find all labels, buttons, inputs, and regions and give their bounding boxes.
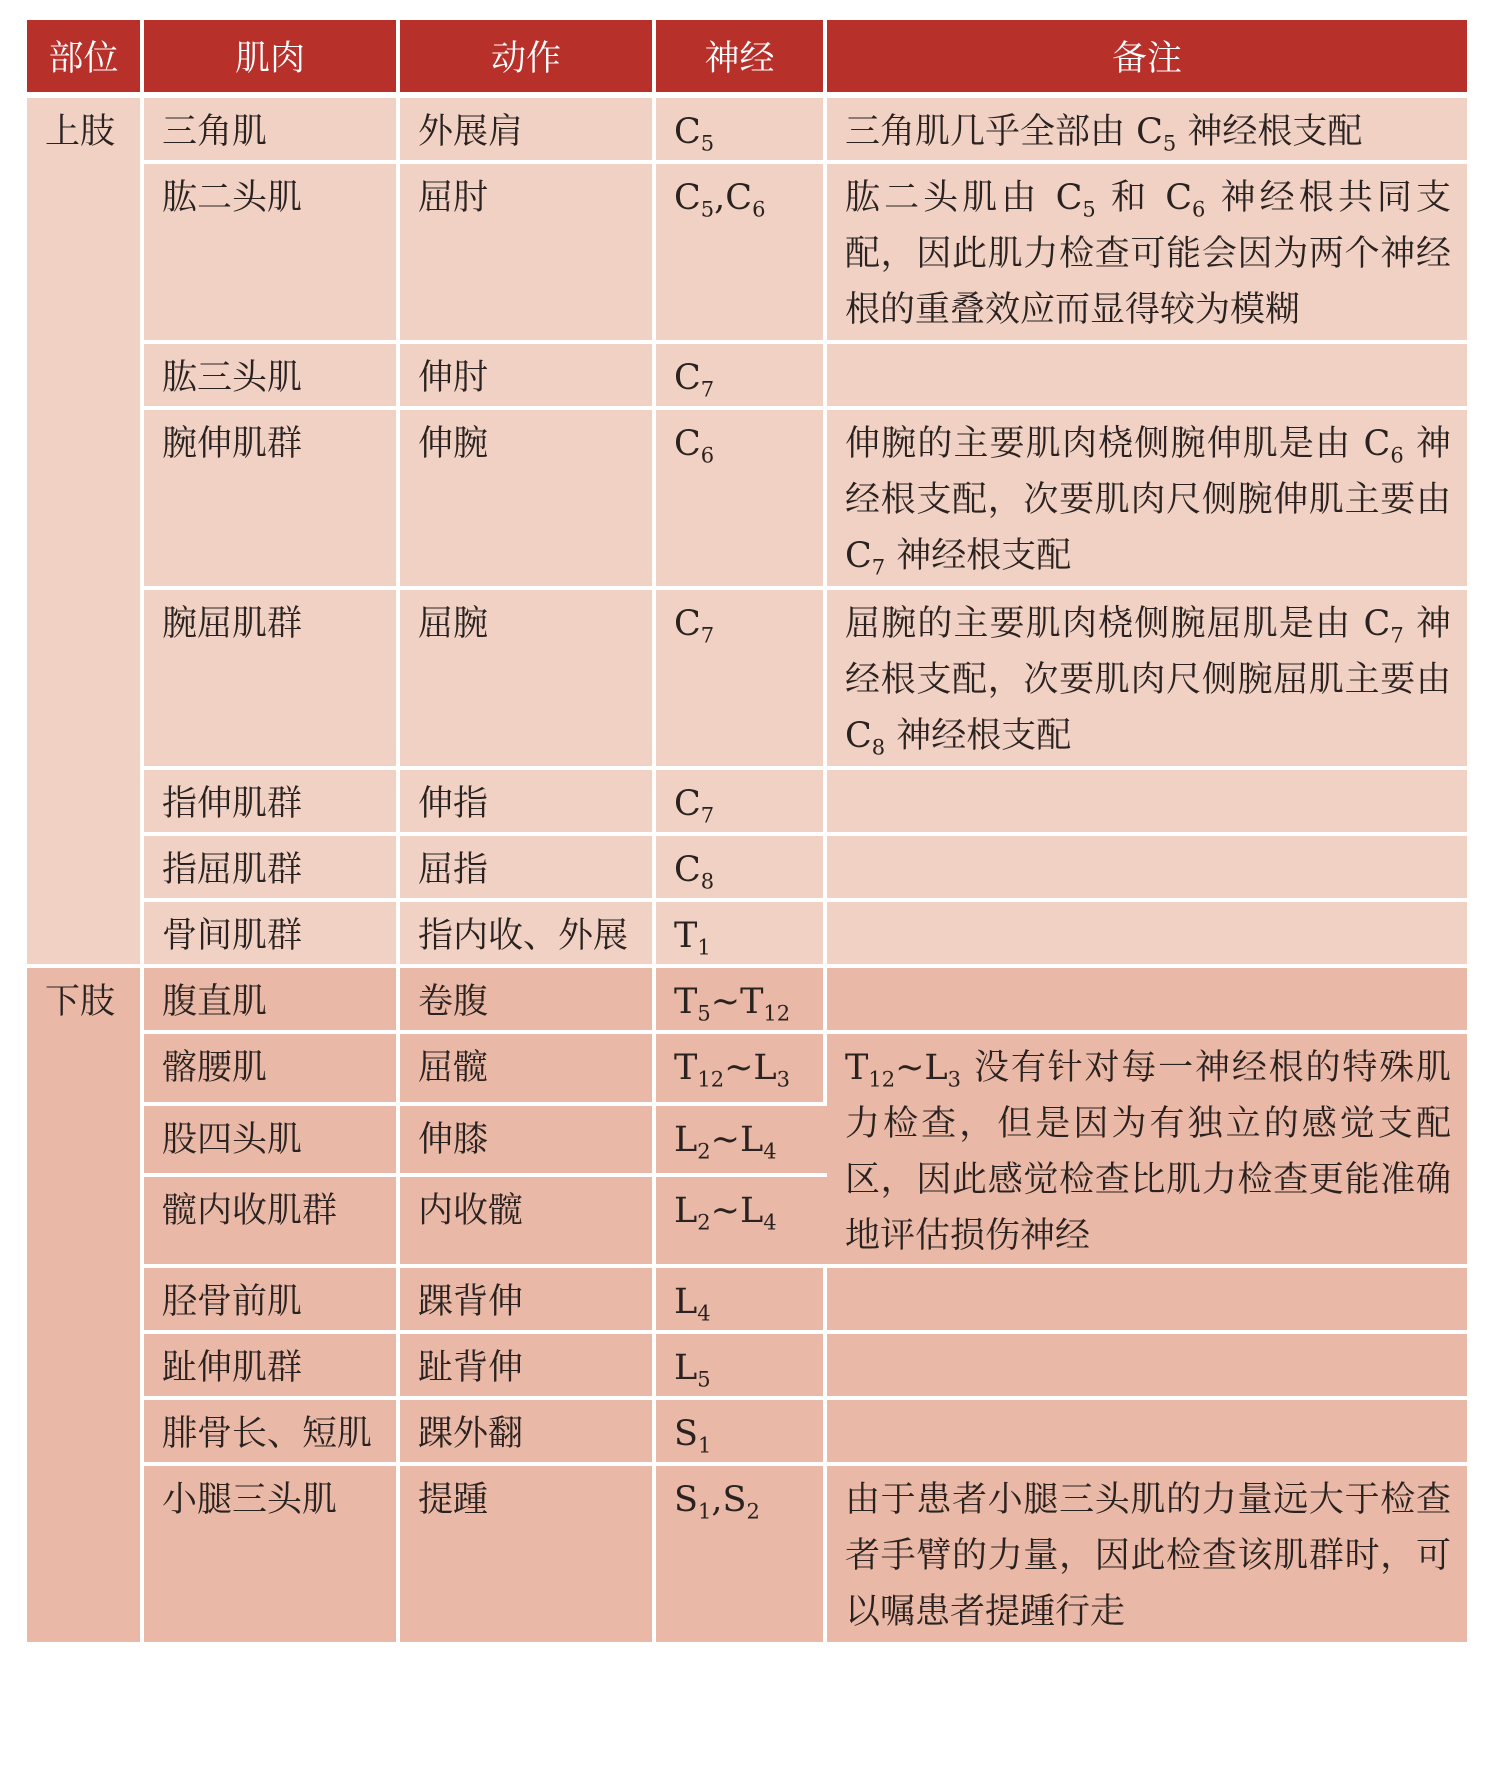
header-region: 部位 xyxy=(27,20,144,98)
note-cell: 伸腕的主要肌肉桡侧腕伸肌是由 $C_6$ 神经根支配，次要肌肉尺侧腕伸肌主要由 $C_7$ 神经根支配 xyxy=(827,410,1467,590)
action-cell: 伸腕 xyxy=(400,410,656,590)
table-row xyxy=(27,98,1467,164)
note-cell xyxy=(827,968,1467,1034)
muscle-cell: 肱三头肌 xyxy=(144,344,400,410)
note-cell xyxy=(827,1400,1467,1466)
note-cell: $T_{12}\sim L_3$ 没有针对每一神经根的特殊肌力检查，但是因为有独立的感觉支配区，因此感觉检查比肌力检查更能准确地评估损伤神经 xyxy=(827,1034,1467,1268)
table-row xyxy=(27,344,1467,410)
table-row xyxy=(27,1034,1467,1106)
action-cell: 踝背伸 xyxy=(400,1268,656,1334)
muscle-cell: 髂腰肌 xyxy=(144,1034,400,1106)
nerve-cell: $C_5,C_6$ xyxy=(656,164,827,344)
nerve-cell: $T_5\sim T_{12}$ xyxy=(656,968,827,1034)
action-cell: 卷腹 xyxy=(400,968,656,1034)
table-row xyxy=(27,1268,1467,1334)
note-cell xyxy=(827,836,1467,902)
action-cell: 屈腕 xyxy=(400,590,656,770)
table-row xyxy=(27,164,1467,344)
action-cell: 踝外翻 xyxy=(400,1400,656,1466)
muscle-cell: 骨间肌群 xyxy=(144,902,400,968)
table-row xyxy=(27,1400,1467,1466)
note-cell xyxy=(827,1268,1467,1334)
note-cell xyxy=(827,770,1467,836)
note-cell xyxy=(827,344,1467,410)
muscle-cell: 肱二头肌 xyxy=(144,164,400,344)
nerve-cell: $L_4$ xyxy=(656,1268,827,1334)
header-row xyxy=(27,20,1467,98)
nerve-cell: $C_7$ xyxy=(656,770,827,836)
note-cell: 肱二头肌由 $C_5$ 和 $C_6$ 神经根共同支配，因此肌力检查可能会因为两个神经根的重叠效应而显得较为模糊 xyxy=(827,164,1467,344)
nerve-cell: $C_6$ xyxy=(656,410,827,590)
header-note: 备注 xyxy=(827,20,1467,98)
nerve-muscle-table xyxy=(27,20,1467,1646)
muscle-cell: 小腿三头肌 xyxy=(144,1466,400,1646)
action-cell: 伸肘 xyxy=(400,344,656,410)
nerve-cell: $L_5$ xyxy=(656,1334,827,1400)
table-row xyxy=(27,590,1467,770)
note-cell: 屈腕的主要肌肉桡侧腕屈肌是由 $C_7$ 神经根支配，次要肌肉尺侧腕屈肌主要由 $C_8$ 神经根支配 xyxy=(827,590,1467,770)
muscle-cell: 腕屈肌群 xyxy=(144,590,400,770)
nerve-cell: $C_5$ xyxy=(656,98,827,164)
action-cell: 伸膝 xyxy=(400,1106,656,1178)
action-cell: 趾背伸 xyxy=(400,1334,656,1400)
nerve-cell: $S_1$ xyxy=(656,1400,827,1466)
action-cell: 提踵 xyxy=(400,1466,656,1646)
table-row xyxy=(27,836,1467,902)
header-muscle: 肌肉 xyxy=(144,20,400,98)
nerve-cell: $L_2\sim L_4$ xyxy=(656,1106,827,1178)
nerve-cell: $T_1$ xyxy=(656,902,827,968)
header-nerve: 神经 xyxy=(656,20,827,98)
table-row xyxy=(27,1334,1467,1400)
muscle-cell: 胫骨前肌 xyxy=(144,1268,400,1334)
table-row xyxy=(27,410,1467,590)
action-cell: 屈肘 xyxy=(400,164,656,344)
nerve-cell: $T_{12}\sim L_3$ xyxy=(656,1034,827,1106)
table-row xyxy=(27,968,1467,1034)
table-row xyxy=(27,1466,1467,1646)
table-row xyxy=(27,902,1467,968)
region-lower: 下肢 xyxy=(27,968,144,1646)
action-cell: 屈髋 xyxy=(400,1034,656,1106)
muscle-cell: 三角肌 xyxy=(144,98,400,164)
muscle-cell: 髋内收肌群 xyxy=(144,1177,400,1268)
nerve-cell: $C_8$ xyxy=(656,836,827,902)
note-cell: 由于患者小腿三头肌的力量远大于检查者手臂的力量，因此检查该肌群时，可以嘱患者提踵行走 xyxy=(827,1466,1467,1646)
note-cell: 三角肌几乎全部由 $C_5$ 神经根支配 xyxy=(827,98,1467,164)
action-cell: 屈指 xyxy=(400,836,656,902)
action-cell: 伸指 xyxy=(400,770,656,836)
muscle-cell: 指屈肌群 xyxy=(144,836,400,902)
muscle-cell: 趾伸肌群 xyxy=(144,1334,400,1400)
action-cell: 内收髋 xyxy=(400,1177,656,1268)
muscle-cell: 腓骨长、短肌 xyxy=(144,1400,400,1466)
muscle-cell: 股四头肌 xyxy=(144,1106,400,1178)
note-cell xyxy=(827,902,1467,968)
nerve-cell: $S_1,S_2$ xyxy=(656,1466,827,1646)
nerve-cell: $C_7$ xyxy=(656,344,827,410)
action-cell: 指内收、外展 xyxy=(400,902,656,968)
nerve-cell: $L_2\sim L_4$ xyxy=(656,1177,827,1268)
region-upper: 上肢 xyxy=(27,98,144,968)
header-action: 动作 xyxy=(400,20,656,98)
table-row xyxy=(27,770,1467,836)
note-cell xyxy=(827,1334,1467,1400)
action-cell: 外展肩 xyxy=(400,98,656,164)
muscle-cell: 指伸肌群 xyxy=(144,770,400,836)
muscle-cell: 腕伸肌群 xyxy=(144,410,400,590)
nerve-cell: $C_7$ xyxy=(656,590,827,770)
muscle-cell: 腹直肌 xyxy=(144,968,400,1034)
